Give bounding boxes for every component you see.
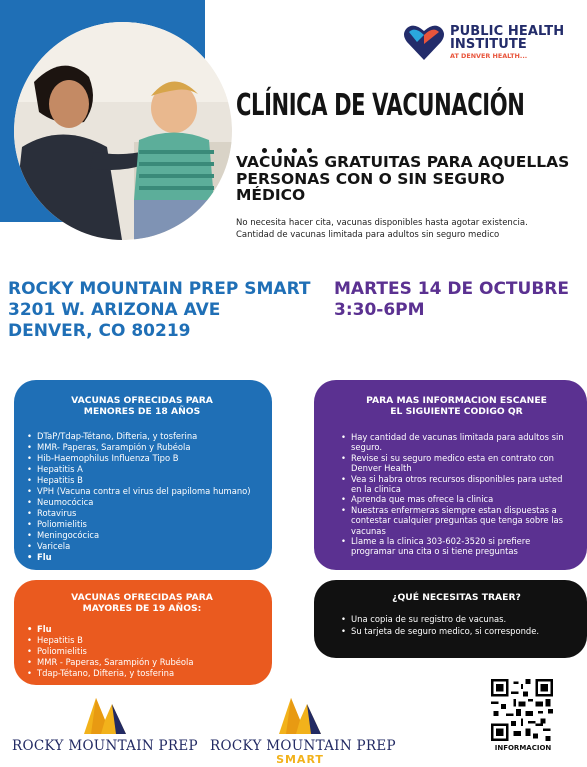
heart-logo-icon xyxy=(403,22,445,62)
location-address xyxy=(8,279,338,342)
rmp-name: ROCKY MOUNTAIN PREP xyxy=(12,738,198,754)
rmp-smart-name: ROCKY MOUNTAIN PREP xyxy=(210,738,396,754)
list-item: • MMR - Paperas, Sarampión y Rubéola xyxy=(26,657,258,668)
note-line-1: No necesita hacer cita, vacunas disponibles hasta agotar existencia. xyxy=(236,218,528,228)
list-item: • Poliomielitis xyxy=(26,519,258,530)
rocky-mountain-prep-logo xyxy=(10,694,200,754)
logo-line-2: INSTITUTE xyxy=(450,36,527,52)
what-to-bring-title: ¿QUÉ NECESITAS TRAER? xyxy=(392,592,521,603)
list-item: • Hepatitis B xyxy=(26,475,258,486)
event-date-time xyxy=(334,279,584,321)
list-item: • Meningocócica xyxy=(26,530,258,541)
rmp-smart-label: SMART xyxy=(276,753,324,766)
subtitle: VACUNAS GRATUITAS PARA AQUELLAS PERSONAS CON O SIN SEGURO MÉDICO xyxy=(236,153,570,204)
list-item: • Vea si habra otros recursos disponibles para usted en la clinica xyxy=(340,474,573,495)
list-item: • Neumocócica xyxy=(26,497,258,508)
more-info-box xyxy=(314,380,587,570)
list-item: • MMR- Paperas, Sarampión y Rubéola xyxy=(26,442,258,453)
list-item: • Rotavirus xyxy=(26,508,258,519)
under-18-title-line-2: MENORES DE 18 AÑOS xyxy=(83,406,201,417)
over-19-list xyxy=(26,624,258,679)
list-item: • Aprenda que mas ofrece la clinica xyxy=(340,494,573,504)
more-info-list xyxy=(340,432,573,557)
list-item: • Flu xyxy=(26,624,258,635)
list-item: • Hepatitis A xyxy=(26,464,258,475)
more-info-title-line-1: PARA MAS INFORMACION ESCANEE xyxy=(366,395,547,406)
mountain-logo-icon xyxy=(82,694,128,736)
more-info-title xyxy=(340,395,573,417)
over-19-title-line-1: VACUNAS OFRECIDAS PARA xyxy=(71,592,213,603)
list-item: • Hib-Haemophilus Influenza Tipo B xyxy=(26,453,258,464)
what-to-bring-list xyxy=(340,613,573,637)
what-to-bring-box xyxy=(314,580,587,658)
rocky-mountain-prep-smart-logo xyxy=(210,694,396,766)
list-item: • VPH (Vacuna contra el virus del papiloma humano) xyxy=(26,486,258,497)
list-item: • Llame a la clinica 303-602-3520 si prefiere programar una cita o si tiene preguntas xyxy=(340,536,573,557)
under-18-vaccines-box xyxy=(14,380,272,570)
list-item: • Su tarjeta de seguro medico, si corresponde. xyxy=(340,625,573,637)
list-item: • DTaP/Tdap-Tétano, Difteria, y tosferina xyxy=(26,431,258,442)
location-name: ROCKY MOUNTAIN PREP SMART xyxy=(8,279,311,299)
location-city: DENVER, CO 80219 xyxy=(8,321,191,341)
list-item: • Nuestras enfermeras siempre estan dispuestas a contestar cualquier preguntas que tenga sobre las vacunas xyxy=(340,505,573,536)
mountain-logo-icon xyxy=(277,694,323,736)
list-item: • Flu xyxy=(26,552,258,563)
over-19-title xyxy=(26,592,258,614)
more-info-title-line-2: EL SIGUIENTE CODIGO QR xyxy=(390,406,523,417)
list-item: • Poliomielitis xyxy=(26,646,258,657)
list-item: • Tdap-Tétano, Difteria, y tosferina xyxy=(26,668,258,679)
logo-line-3: AT DENVER HEALTH... xyxy=(450,51,528,60)
under-18-list xyxy=(26,431,258,563)
location-street: 3201 W. ARIZONA AVE xyxy=(8,300,221,320)
nurse-vaccinating-child-photo xyxy=(14,22,232,240)
list-item: • Revise si su seguro medico esta en contrato con Denver Health xyxy=(340,453,573,474)
event-time: 3:30-6PM xyxy=(334,300,425,320)
public-health-institute-logo xyxy=(403,16,573,68)
list-item: • Una copia de su registro de vacunas. xyxy=(340,613,573,625)
list-item: • Varicela xyxy=(26,541,258,552)
appointment-note xyxy=(236,217,581,241)
qr-code-icon[interactable] xyxy=(491,679,553,741)
list-item: • Hepatitis B xyxy=(26,635,258,646)
list-item: • Hay cantidad de vacunas limitada para adultos sin seguro. xyxy=(340,432,573,453)
page-title: CLÍNICA DE VACUNACIÓN xyxy=(236,88,525,123)
qr-code-label: INFORMACION xyxy=(494,744,552,752)
event-date: MARTES 14 DE OCTUBRE xyxy=(334,279,569,299)
note-line-2: Cantidad de vacunas limitada para adultos sin seguro medico xyxy=(236,230,500,240)
over-19-vaccines-box xyxy=(14,580,272,685)
under-18-title-line-1: VACUNAS OFRECIDAS PARA xyxy=(71,395,213,406)
logo-line-1: PUBLIC HEALTH xyxy=(450,23,565,39)
under-18-title xyxy=(26,395,258,417)
over-19-title-line-2: MAYORES DE 19 AÑOS: xyxy=(82,603,202,614)
